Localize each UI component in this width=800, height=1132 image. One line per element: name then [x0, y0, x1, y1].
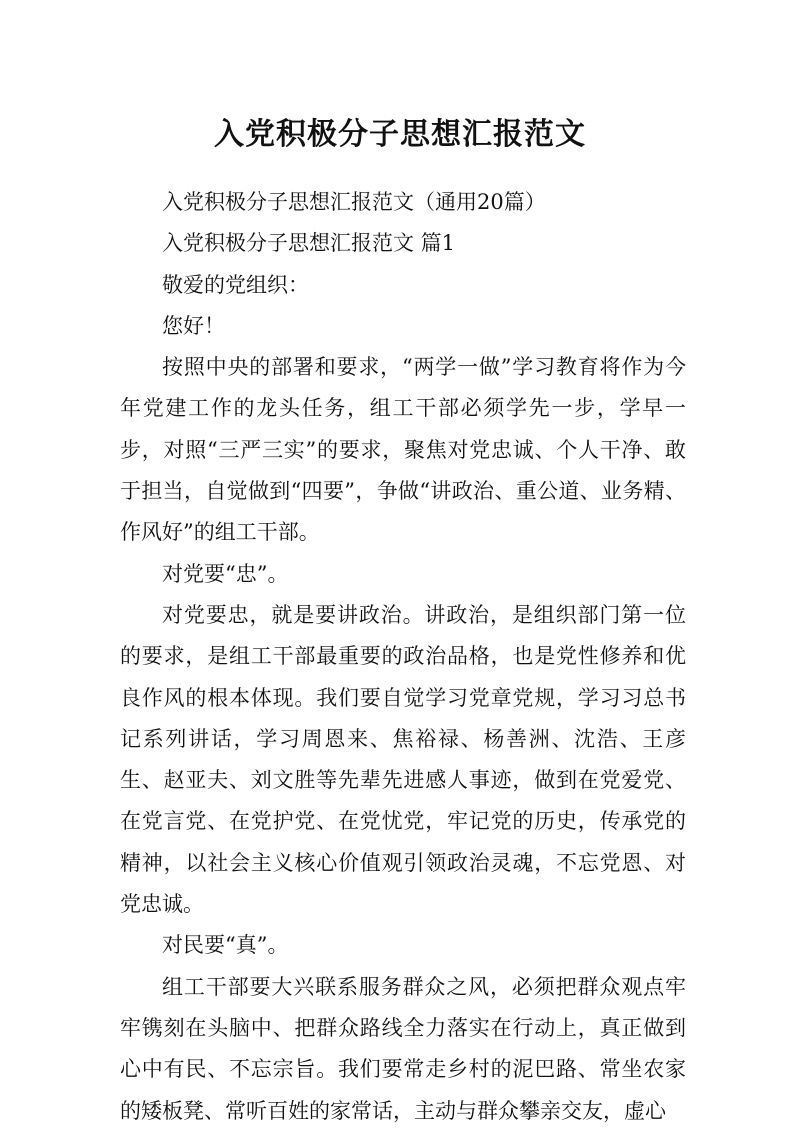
- paragraph-body: 对党要忠，就是要讲政治。讲政治，是组织部门第一位的要求，是组工干部最重要的政治品格，也是党性修养和优良作风的根本体现。我们要自觉学习党章党规，学习习总书记系列讲话，学习周恩来、焦裕禄、杨善洲、沈浩、王彦生、赵亚夫、刘文胜等先辈先进感人事迹，做到在党爱党、在党言党、在党护党、在党忧党，牢记党的历史，传承党的精神，以社会主义核心价值观引领政治灵魂，不忘党恩、对党忠诚。: [120, 602, 686, 917]
- paragraph-greeting: 您好！: [162, 313, 225, 338]
- document-title: 入党积极分子思想汇报范文: [214, 117, 586, 153]
- paragraph-subtitle: 入党积极分子思想汇报范文（通用20篇）: [162, 190, 546, 214]
- paragraph-body: 组工干部要大兴联系服务群众之风，必须把群众观点牢牢镌刻在头脑中、把群众路线全力落实在行动上，真正做到心中有民、不忘宗旨。我们要常走乡村的泥巴路、常坐农家的矮板凳、常听百姓的家常话，主动与群众攀亲交友，虚心: [120, 974, 686, 1123]
- paragraph-heading: 对党要“忠”。: [162, 561, 289, 586]
- paragraph-section-heading: 入党积极分子思想汇报范文 篇1: [162, 231, 456, 256]
- paragraph-heading: 对民要“真”。: [162, 933, 289, 958]
- paragraph-body: 按照中央的部署和要求，“两学一做”学习教育将作为今年党建工作的龙头任务，组工干部必须学先一步，学早一步，对照“三严三实”的要求，聚焦对党忠诚、个人干净、敢于担当，自觉做到“四要”，争做“讲政治、重公道、业务精、作风好”的组工干部。: [120, 355, 686, 545]
- paragraph-salutation: 敬爱的党组织：: [162, 272, 309, 297]
- document-body: [120, 182, 686, 1132]
